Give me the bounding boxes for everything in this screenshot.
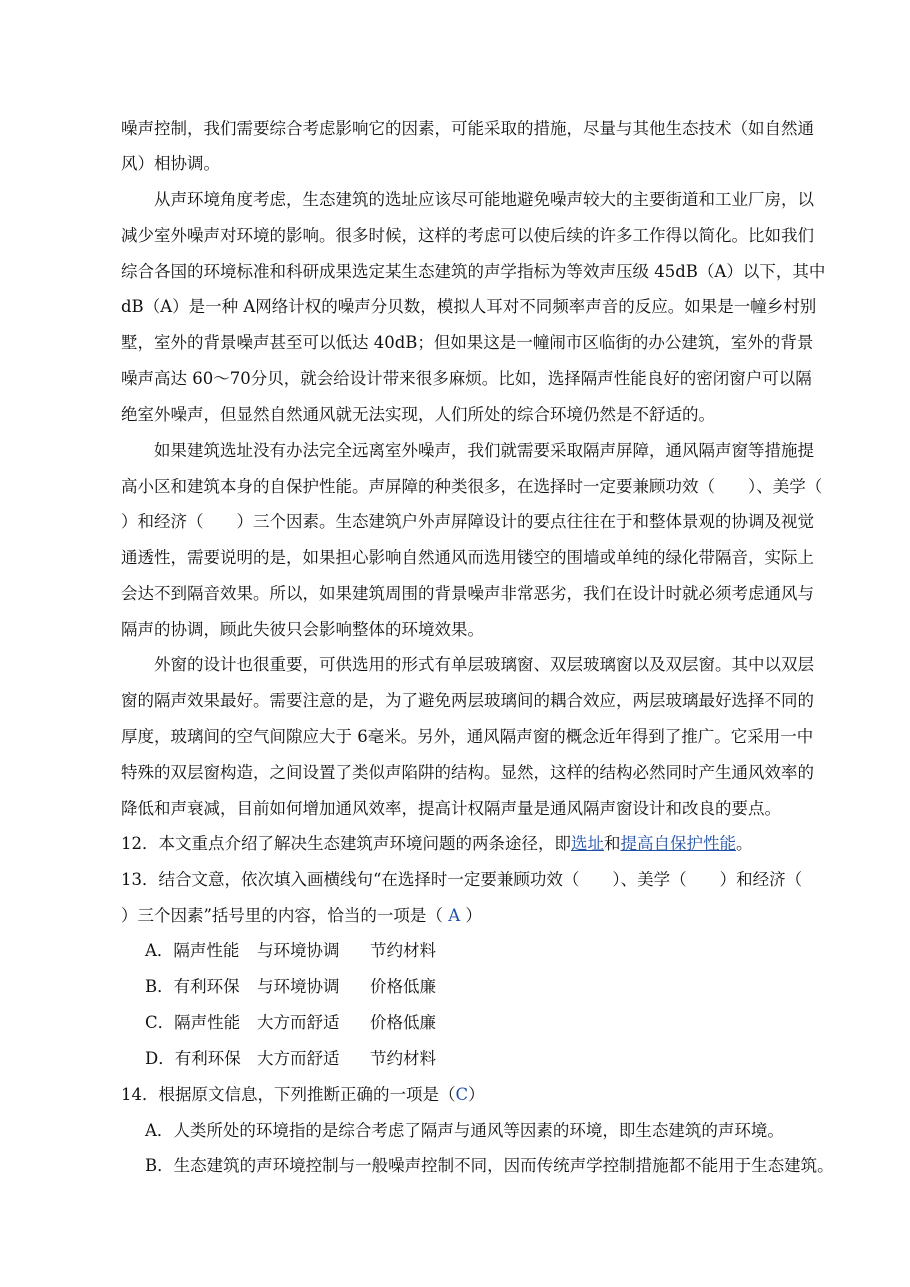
paragraph-2-line-7: 绝室外噪声，但显然自然通风就无法实现，人们所处的综合环境仍然是不舒适的。 [121, 405, 715, 424]
paragraph-3-line-3: ）和经济（ ）三个因素。生态建筑户外声屏障设计的要点往往在于和整体景观的协调及视觉 [121, 512, 814, 531]
paragraph-4-line-4: 特殊的双层窗构造，之间设置了类似声陷阱的结构。显然，这样的结构必然同时产生通风效率的 [121, 763, 814, 782]
option-a-c: 节约材料 [370, 941, 436, 960]
option-d-c: 节约材料 [370, 1049, 436, 1068]
option-c-c: 价格低廉 [370, 1013, 436, 1032]
option-c-b: 大方而舒适 [257, 1013, 340, 1032]
paragraph-2-line-6: 噪声高达 60～70分贝，就会给设计带来很多麻烦。比如，选择隔声性能良好的密闭窗户可以隔 [121, 369, 812, 388]
option-a [145, 941, 436, 961]
paragraph-3-line-4: 通透性，需要说明的是，如果担心影响自然通风而选用镂空的围墙或单纯的绿化带隔音，实际上 [121, 548, 814, 567]
question-13-answer: A [448, 906, 461, 925]
paragraph-3-line-2: 高小区和建筑本身的自保护性能。声屏障的种类很多，在选择时一定要兼顾功效（ ）、美学（ [121, 477, 823, 496]
option-b-b: 与环境协调 [257, 977, 340, 996]
option-a-label: A．隔声性能 [145, 941, 240, 960]
question-12-end: 。 [736, 834, 753, 853]
option-b [145, 977, 436, 997]
question-13-text: ）三个因素”括号里的内容，恰当的一项是（ [121, 906, 449, 925]
paragraph-2-line-2: 减少室外噪声对环境的影响。很多时候，这样的考虑可以使后续的许多工作得以简化。比如我们 [121, 226, 814, 245]
paragraph-2-line-3: 综合各国的环境标准和科研成果选定某生态建筑的声学指标为等效声压级 45dB（A）以下，其中 [121, 262, 826, 281]
paragraph-1-line-1: 噪声控制，我们需要综合考虑影响它的因素，可能采取的措施，尽量与其他生态技术（如自然通 [121, 119, 814, 138]
option-a-b: 与环境协调 [257, 941, 340, 960]
paragraph-1-line-2: 风）相协调。 [121, 154, 220, 173]
question-12-text: 12．本文重点介绍了解决生态建筑声环境问题的两条途径，即 [121, 834, 571, 853]
question-14 [121, 1085, 485, 1105]
option-d-label: D．有利环保 [145, 1049, 241, 1068]
question-13-line-1: 13．结合文意，依次填入画横线句“在选择时一定要兼顾功效（ ）、美学（ ）和经济（ [121, 870, 803, 889]
paragraph-4-line-5: 降低和声衰减，目前如何增加通风效率，提高计权隔声量是通风隔声窗设计和改良的要点。 [121, 799, 781, 818]
question-14-answer: C [455, 1085, 469, 1104]
question-13-close: ） [460, 906, 482, 925]
paragraph-2-line-4: dB（A）是一种 A网络计权的噪声分贝数，模拟人耳对不同频率声音的反应。如果是一幢乡村别 [121, 297, 817, 316]
option-c-label: C．隔声性能 [145, 1013, 241, 1032]
question-12-answer-1: 选址 [571, 834, 604, 853]
paragraph-2-line-1: 从声环境角度考虑，生态建筑的选址应该尽可能地避免噪声较大的主要街道和工业厂房，以 [154, 190, 814, 209]
question-13-line-2 [121, 906, 482, 926]
question-12-conjunction: 和 [604, 834, 621, 853]
question-12 [121, 834, 753, 854]
paragraph-3-line-6: 隔声的协调，顾此失彼只会影响整体的环境效果。 [121, 620, 484, 639]
paragraph-3-line-5: 会达不到隔音效果。所以，如果建筑周围的背景噪声非常恶劣，我们在设计时就必须考虑通风与 [121, 584, 814, 603]
question-14-option-a: A．人类所处的环境指的是综合考虑了隔声与通风等因素的环境，即生态建筑的声环境。 [145, 1121, 784, 1140]
option-b-label: B．有利环保 [145, 977, 240, 996]
paragraph-4-line-1: 外窗的设计也很重要，可供选用的形式有单层玻璃窗、双层玻璃窗以及双层窗。其中以双层 [154, 655, 814, 674]
paragraph-2-line-5: 墅，室外的背景噪声甚至可以低达 40dB；但如果这是一幢闹市区临街的办公建筑，室外的背景 [121, 333, 814, 352]
paragraph-4-line-3: 厚度，玻璃间的空气间隙应大于 6毫米。另外，通风隔声窗的概念近年得到了推广。它采用一中 [121, 727, 814, 746]
option-d-b: 大方而舒适 [257, 1049, 340, 1068]
paragraph-4-line-2: 窗的隔声效果最好。需要注意的是，为了避免两层玻璃间的耦合效应，两层玻璃最好选择不同的 [121, 691, 814, 710]
question-14-close: ） [468, 1085, 485, 1104]
paragraph-3-line-1: 如果建筑选址没有办法完全远离室外噪声，我们就需要采取隔声屏障，通风隔声窗等措施提 [154, 441, 814, 460]
question-12-answer-2: 提高自保护性能 [620, 834, 736, 853]
option-d [145, 1049, 436, 1069]
option-c [145, 1013, 436, 1033]
question-14-text: 14．根据原文信息，下列推断正确的一项是（ [121, 1085, 456, 1104]
question-14-option-b: B．生态建筑的声环境控制与一般噪声控制不同，因而传统声学控制措施都不能用于生态建筑。 [145, 1156, 834, 1175]
option-b-c: 价格低廉 [370, 977, 436, 996]
